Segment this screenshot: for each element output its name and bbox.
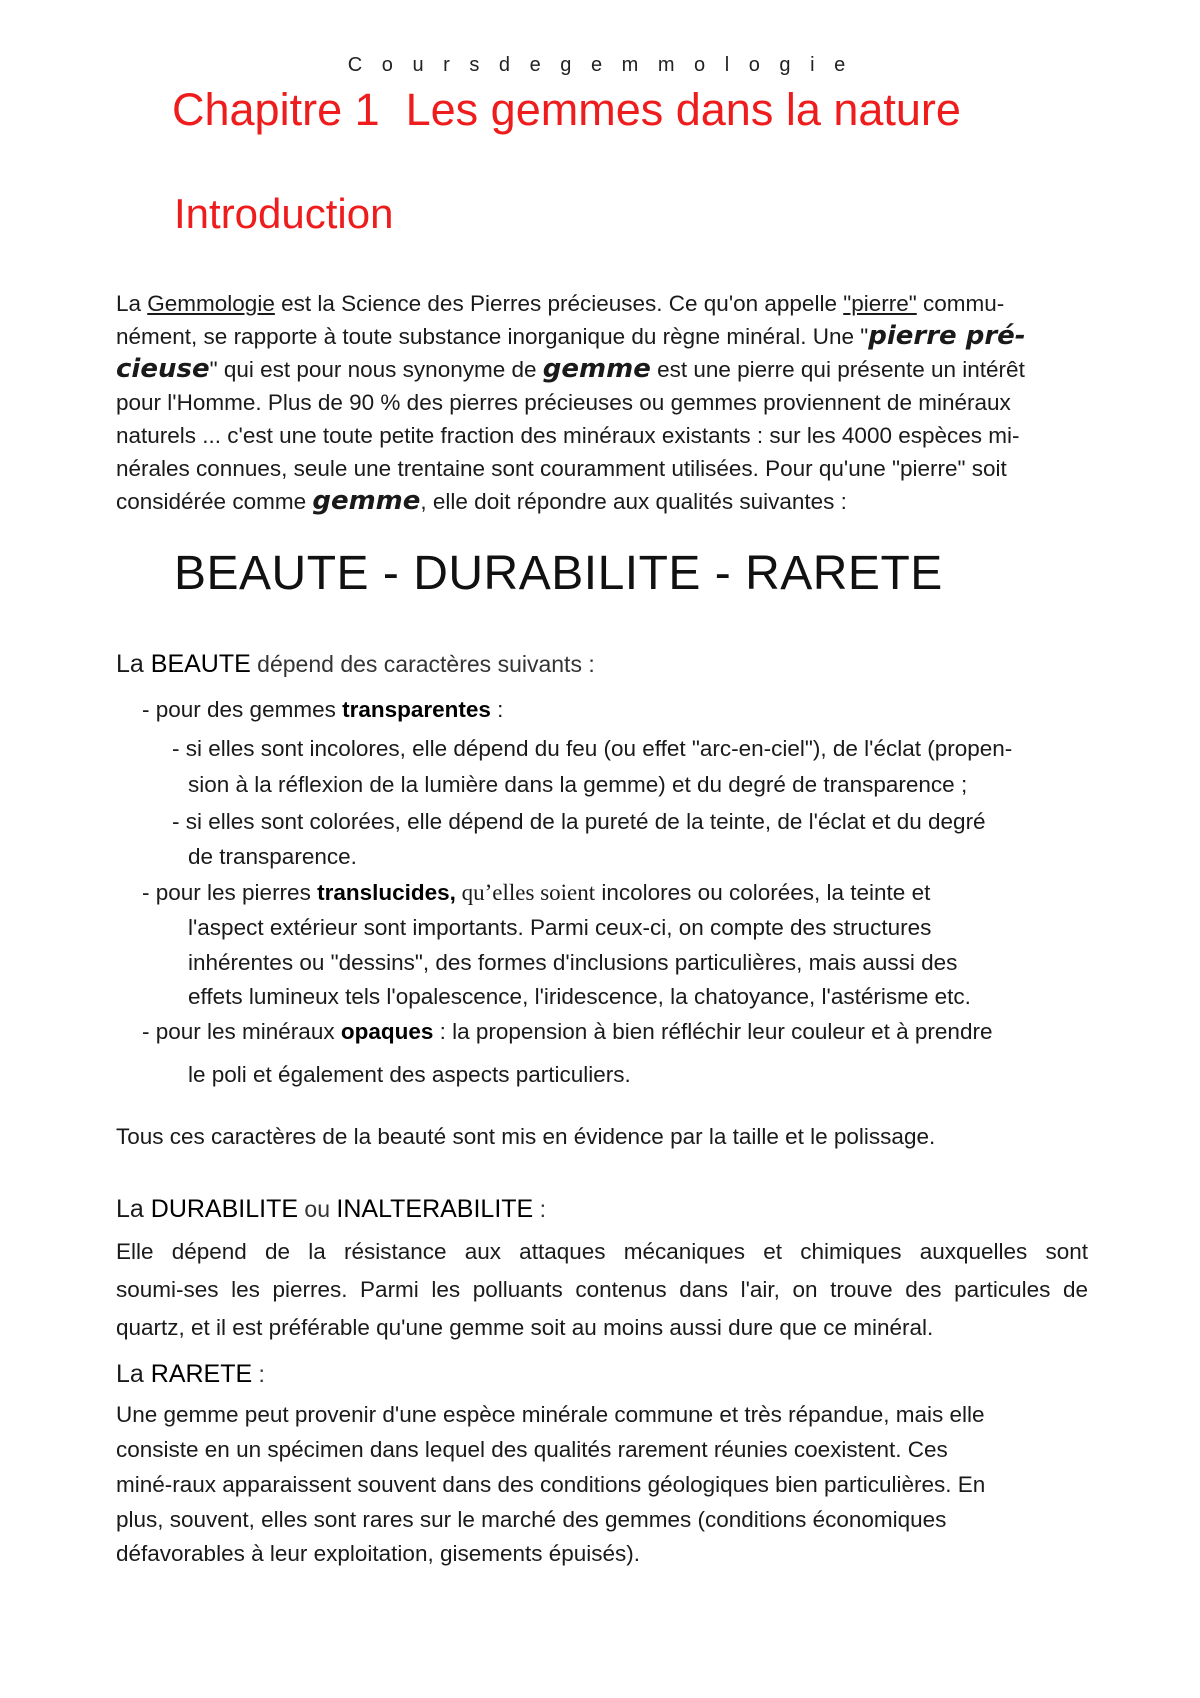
beaute-summary: Tous ces caractères de la beauté sont mis en évidence par la taille et le polissage. <box>116 1124 936 1149</box>
emphasis-term: gemme <box>542 354 651 384</box>
list-item <box>142 1019 992 1045</box>
durabilite-paragraph <box>116 1239 1088 1341</box>
heading-keyword: DURABILITE <box>150 1195 299 1223</box>
serif-run: qu’elles soient <box>455 880 596 905</box>
bold-term: translucides, <box>317 880 456 905</box>
paragraph-line: soumi-ses les pierres. Parmi les polluants contenus dans l'air, on trouve des particules de <box>116 1277 1088 1302</box>
bold-term: opaques <box>340 1019 434 1044</box>
text-run: : la propension à bien réfléchir leur couleur et à prendre <box>433 1019 993 1044</box>
heading-tail: ou <box>298 1196 337 1222</box>
paragraph-line: Elle dépend de la résistance aux attaques mécaniques et chimiques auxquelles sont <box>116 1239 1088 1264</box>
paragraph-line: défavorables à leur exploitation, gisements épuisés). <box>116 1541 641 1566</box>
sub-list-item-cont: de transparence. <box>188 844 357 869</box>
heading-keyword: RARETE <box>150 1360 253 1388</box>
beaute-heading <box>116 650 595 679</box>
text-run: La <box>116 1195 151 1223</box>
paragraph-line: Une gemme peut provenir d'une espèce minérale commune et très répandue, mais elle <box>116 1402 985 1427</box>
text-run: est la Science des Pierres précieuses. Ce qu'on appelle <box>274 291 844 316</box>
text-run: - pour les pierres <box>142 880 318 905</box>
bold-term: transparentes <box>342 697 491 722</box>
intro-line <box>116 287 1096 320</box>
text-run: incolores ou colorées, la teinte et <box>595 880 931 905</box>
text-run: - pour les minéraux <box>142 1019 341 1044</box>
intro-line: nérales connues, seule une trentaine sont couramment utilisées. Pour qu'une "pierre" soit <box>116 456 1007 481</box>
heading-tail: : <box>533 1196 547 1222</box>
running-header: C o u r s d e g e m m o l o g i e <box>347 54 853 76</box>
emphasis-term: cieuse <box>116 354 210 384</box>
paragraph-line: consiste en un spécimen dans lequel des qualités rarement réunies coexistent. Ces <box>116 1437 948 1462</box>
emphasis-term: pierre pré- <box>868 321 1026 351</box>
emphasis-term: gemme <box>312 486 421 516</box>
text-run: nément, se rapporte à toute substance inorganique du règne minéral. Une " <box>116 324 869 349</box>
paragraph-line: quartz, et il est préférable qu'une gemme soit au moins aussi dure que ce minéral. <box>116 1315 934 1340</box>
list-item <box>142 697 503 723</box>
sub-list-item: - si elles sont incolores, elle dépend du feu (ou effet "arc-en-ciel"), de l'éclat (propen- <box>172 736 1013 761</box>
qualities-banner: BEAUTE - DURABILITE - RARETE <box>174 547 943 600</box>
intro-line <box>116 353 1096 386</box>
text-run: commu- <box>916 291 1005 316</box>
heading-keyword: INALTERABILITE <box>336 1195 534 1223</box>
text-run: , elle doit répondre aux qualités suivantes : <box>420 489 847 514</box>
list-item-cont: effets lumineux tels l'opalescence, l'iridescence, la chatoyance, l'astérisme etc. <box>188 984 971 1009</box>
durabilite-heading <box>116 1195 546 1224</box>
paragraph-line: miné-raux apparaissent souvent dans des conditions géologiques bien particulières. En <box>116 1472 986 1497</box>
heading-tail: dépend des caractères suivants : <box>250 651 595 677</box>
sub-list-item: - si elles sont colorées, elle dépend de la pureté de la teinte, de l'éclat et du degré <box>172 809 986 834</box>
text-run: est une pierre qui présente un intérêt <box>650 357 1025 382</box>
rarete-heading <box>116 1360 265 1389</box>
intro-line: naturels ... c'est une toute petite fraction des minéraux existants : sur les 4000 espèces mi- <box>116 423 1020 448</box>
text-run: " qui est pour nous synonyme de <box>209 357 543 382</box>
intro-line: pour l'Homme. Plus de 90 % des pierres précieuses ou gemmes proviennent de minéraux <box>116 390 1011 415</box>
heading-keyword: BEAUTE <box>150 650 251 678</box>
text-run: La <box>116 291 148 316</box>
chapter-name: Les gemmes dans la nature <box>405 84 961 135</box>
list-item-cont: l'aspect extérieur sont importants. Parmi ceux-ci, on compte des structures <box>188 915 932 940</box>
text-run: : <box>490 697 504 722</box>
section-title: Introduction <box>174 190 394 237</box>
intro-line <box>116 485 1096 518</box>
chapter-title <box>172 84 961 136</box>
pierre-term: "pierre" <box>843 291 917 316</box>
chapter-label: Chapitre 1 <box>172 84 380 135</box>
intro-line <box>116 320 1096 353</box>
text-run: La <box>116 1360 151 1388</box>
list-item-cont: inhérentes ou "dessins", des formes d'inclusions particulières, mais aussi des <box>188 950 958 975</box>
text-run: La <box>116 650 151 678</box>
list-item <box>142 880 930 906</box>
heading-tail: : <box>252 1361 265 1387</box>
text-run: - pour des gemmes <box>142 697 343 722</box>
intro-paragraph <box>116 287 1096 518</box>
sub-list-item-cont: sion à la réflexion de la lumière dans la gemme) et du degré de transparence ; <box>188 772 968 797</box>
list-item-cont: le poli et également des aspects particuliers. <box>188 1062 631 1087</box>
paragraph-line: plus, souvent, elles sont rares sur le marché des gemmes (conditions économiques <box>116 1507 947 1532</box>
gemmologie-term: Gemmologie <box>147 291 275 316</box>
text-run: considérée comme <box>116 489 313 514</box>
